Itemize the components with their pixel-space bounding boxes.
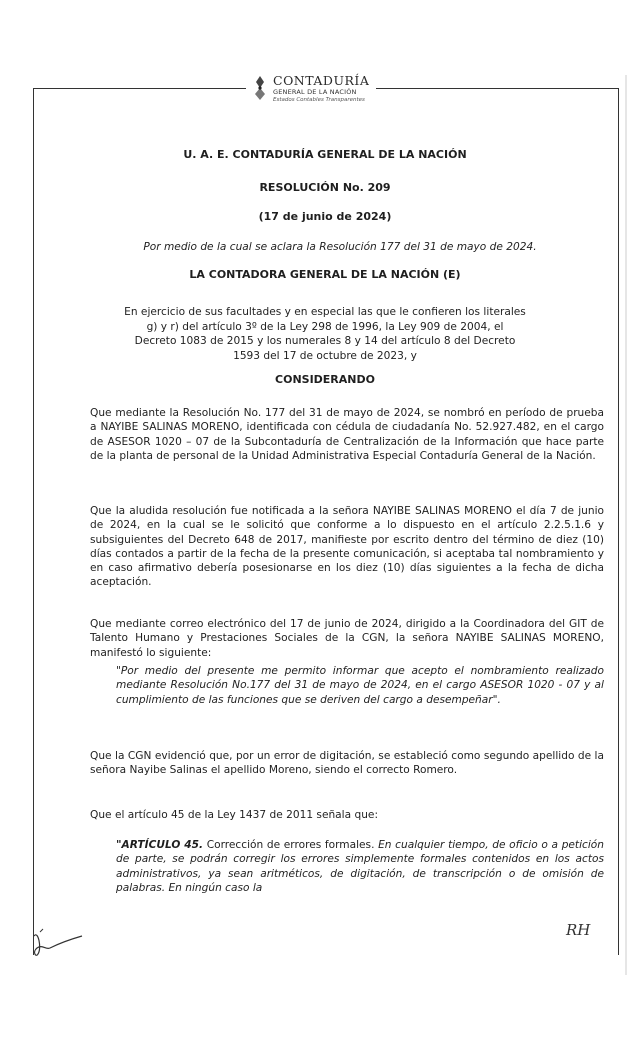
quoted-acceptance: "Por medio del presente me permito informar que acepto el nombramiento realizado mediante Resolución No.177 del 31 de mayo de 2024, en el cargo ASESOR 1020 - 07 y al cumplimiento de las funciones que se deriven del cargo a desempeñar". xyxy=(116,665,604,706)
resolution-number: RESOLUCIÓN No. 209 xyxy=(259,181,391,194)
preamble-line: En ejercicio de sus facultades y en especial las que le confieren los literales xyxy=(124,306,526,318)
resolution-subject: Por medio de la cual se aclara la Resolución 177 del 31 de mayo de 2024. xyxy=(143,241,537,253)
quoted-article-45 xyxy=(116,838,604,895)
paragraph-4: Que la CGN evidenció que, por un error de digitación, se estableció como segundo apellido de la señora Nayibe Salinas el apellido Moreno, siendo el correcto Romero. xyxy=(90,750,604,777)
initials-text: RH xyxy=(566,921,591,939)
resolution-date: (17 de junio de 2024) xyxy=(258,210,392,223)
initials-mark xyxy=(566,920,590,939)
paragraph-1: Que mediante la Resolución No. 177 del 31 de mayo de 2024, se nombró en período de prueba a NAYIBE SALINAS MORENO, identificada con cédula de ciudadanía No. 52.927.482, en el cargo de ASESOR 1020 – 07 de la Subcontaduría de Centralización de la Información que hace parte de la planta de personal de la Unidad Administrativa Especial Contaduría General de la Nación. xyxy=(90,407,604,462)
paragraph-3: Que mediante correo electrónico del 17 de junio de 2024, dirigido a la Coordinadora del GIT de Talento Humano y Prestaciones Sociales de la CGN, la señora NAYIBE SALINAS MORENO, manifestó lo siguiente: xyxy=(90,618,604,659)
contaduria-logo xyxy=(246,70,376,110)
paragraph-2: Que la aludida resolución fue notificada a la señora NAYIBE SALINAS MORENO el día 7 de junio de 2024, en la cual se le solicitó que conforme a lo dispuesto en el artículo 2.2.5.1.6 y subsiguientes del Decreto 648 de 2017, manifieste por escrito dentro del término de diez (10) días contados a partir de la fecha de la presente comunicación, si aceptaba tal nombramiento y en caso afirmativo debería posesionarse en los diez (10) días siguientes a la fecha de dicha aceptación. xyxy=(90,505,604,589)
logo-title: CONTADURÍA xyxy=(273,73,370,88)
preamble xyxy=(60,305,590,363)
entity-heading: U. A. E. CONTADURÍA GENERAL DE LA NACIÓN xyxy=(183,148,467,161)
scan-margin-line xyxy=(625,75,627,975)
preamble-line: Decreto 1083 de 2015 y los numerales 8 y 14 del artículo 8 del Decreto xyxy=(134,335,516,348)
logo-tagline: Estados Contables Transparentes xyxy=(273,97,365,103)
article-title: "ARTÍCULO 45. xyxy=(116,839,204,851)
preamble-line: g) y r) del artículo 3º de la Ley 298 de 1996, la Ley 909 de 2004, el xyxy=(146,320,504,333)
paragraph-5: Que el artículo 45 de la Ley 1437 de 2011 señala que: xyxy=(90,809,379,821)
preamble-line: 1593 del 17 de octubre de 2023, y xyxy=(233,349,417,362)
considerando-heading: CONSIDERANDO xyxy=(275,373,375,386)
article-heading: Corrección de errores formales. xyxy=(203,839,375,851)
logo-emblem-icon xyxy=(250,74,270,102)
signature-mark xyxy=(28,924,88,964)
authority-heading: LA CONTADORA GENERAL DE LA NACIÓN (E) xyxy=(189,268,461,281)
article-text: En cualquier tiempo, de oficio o a petición de parte, se podrán corregir los errores simplemente formales contenidos en los actos administrativos, ya sean aritméticos, de digitación, de transcripción o de omisión de palabras. En ningún caso la xyxy=(116,839,604,894)
logo-subtitle: GENERAL DE LA NACIÓN xyxy=(273,88,357,96)
